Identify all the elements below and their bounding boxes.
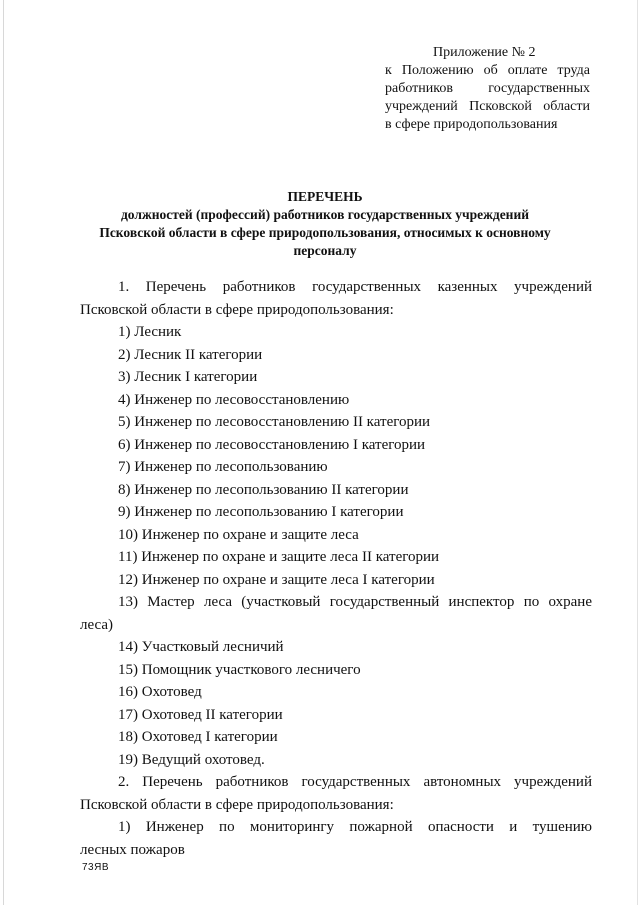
list-item: 5) Инженер по лесовосстановлению II категории [118,414,431,430]
list-item-13-line2: леса) [80,616,114,633]
appendix-number: Приложение № 2 [433,45,536,60]
document-body [80,276,592,861]
list-item: 16) Охотовед [118,684,202,700]
title-subtitle-line: Псковской области в сфере природопользования, относимых к основному [99,225,551,240]
list-item: 6) Инженер по лесовосстановлению I категории [118,436,426,453]
section2-item1-line1: 1) Инженер по мониторингу пожарной опасности и тушению [118,819,592,835]
appendix-line: работников государственных [385,81,590,96]
title-subtitle-line: должностей (профессий) работников государственных учреждений [120,207,530,222]
appendix-block [385,44,590,134]
list-item: 18) Охотовед I категории [118,729,278,745]
title-heading: ПЕРЕЧЕНЬ [287,189,363,204]
list-item: 7) Инженер по лесопользованию [118,459,328,475]
list-item: 2) Лесник II категории [118,346,263,363]
scan-edge-left [3,0,4,905]
section2-intro-line2: Псковской области в сфере природопользования: [80,796,394,813]
section1-intro-line2: Псковской области в сфере природопользования: [80,301,394,318]
list-item: 17) Охотовед II категории [118,706,283,723]
scan-edge-right [637,0,638,905]
appendix-line: к Положению об оплате труда [385,63,590,78]
list-item: 14) Участковый лесничий [118,639,284,655]
list-item: 19) Ведущий охотовед. [118,751,265,768]
footer-code: 73ЯВ [82,862,110,873]
title-subtitle-line: персоналу [293,243,357,258]
appendix-line: учреждений Псковской области [385,99,590,114]
list-item: 8) Инженер по лесопользованию II категории [118,481,409,498]
section1-intro-line1: 1. Перечень работников государственных казенных учреждений [118,279,592,295]
document-title [60,188,590,260]
list-item: 1) Лесник [118,324,182,340]
list-item: 12) Инженер по охране и защите леса I категории [118,571,435,588]
section2-intro-line1: 2. Перечень работников государственных автономных учреждений [118,774,592,790]
list-item: 4) Инженер по лесовосстановлению [118,391,350,408]
list-item: 3) Лесник I категории [118,369,258,385]
list-item-13-line1: 13) Мастер леса (участковый государственный инспектор по охране [118,594,592,610]
list-item: 15) Помощник участкового лесничего [118,661,361,678]
list-item: 9) Инженер по лесопользованию I категории [118,504,404,520]
list-item: 10) Инженер по охране и защите леса [118,526,359,543]
section2-item1-line2: лесных пожаров [80,841,185,858]
appendix-line: в сфере природопользования [385,117,558,132]
list-item: 11) Инженер по охране и защите леса II категории [118,549,440,565]
